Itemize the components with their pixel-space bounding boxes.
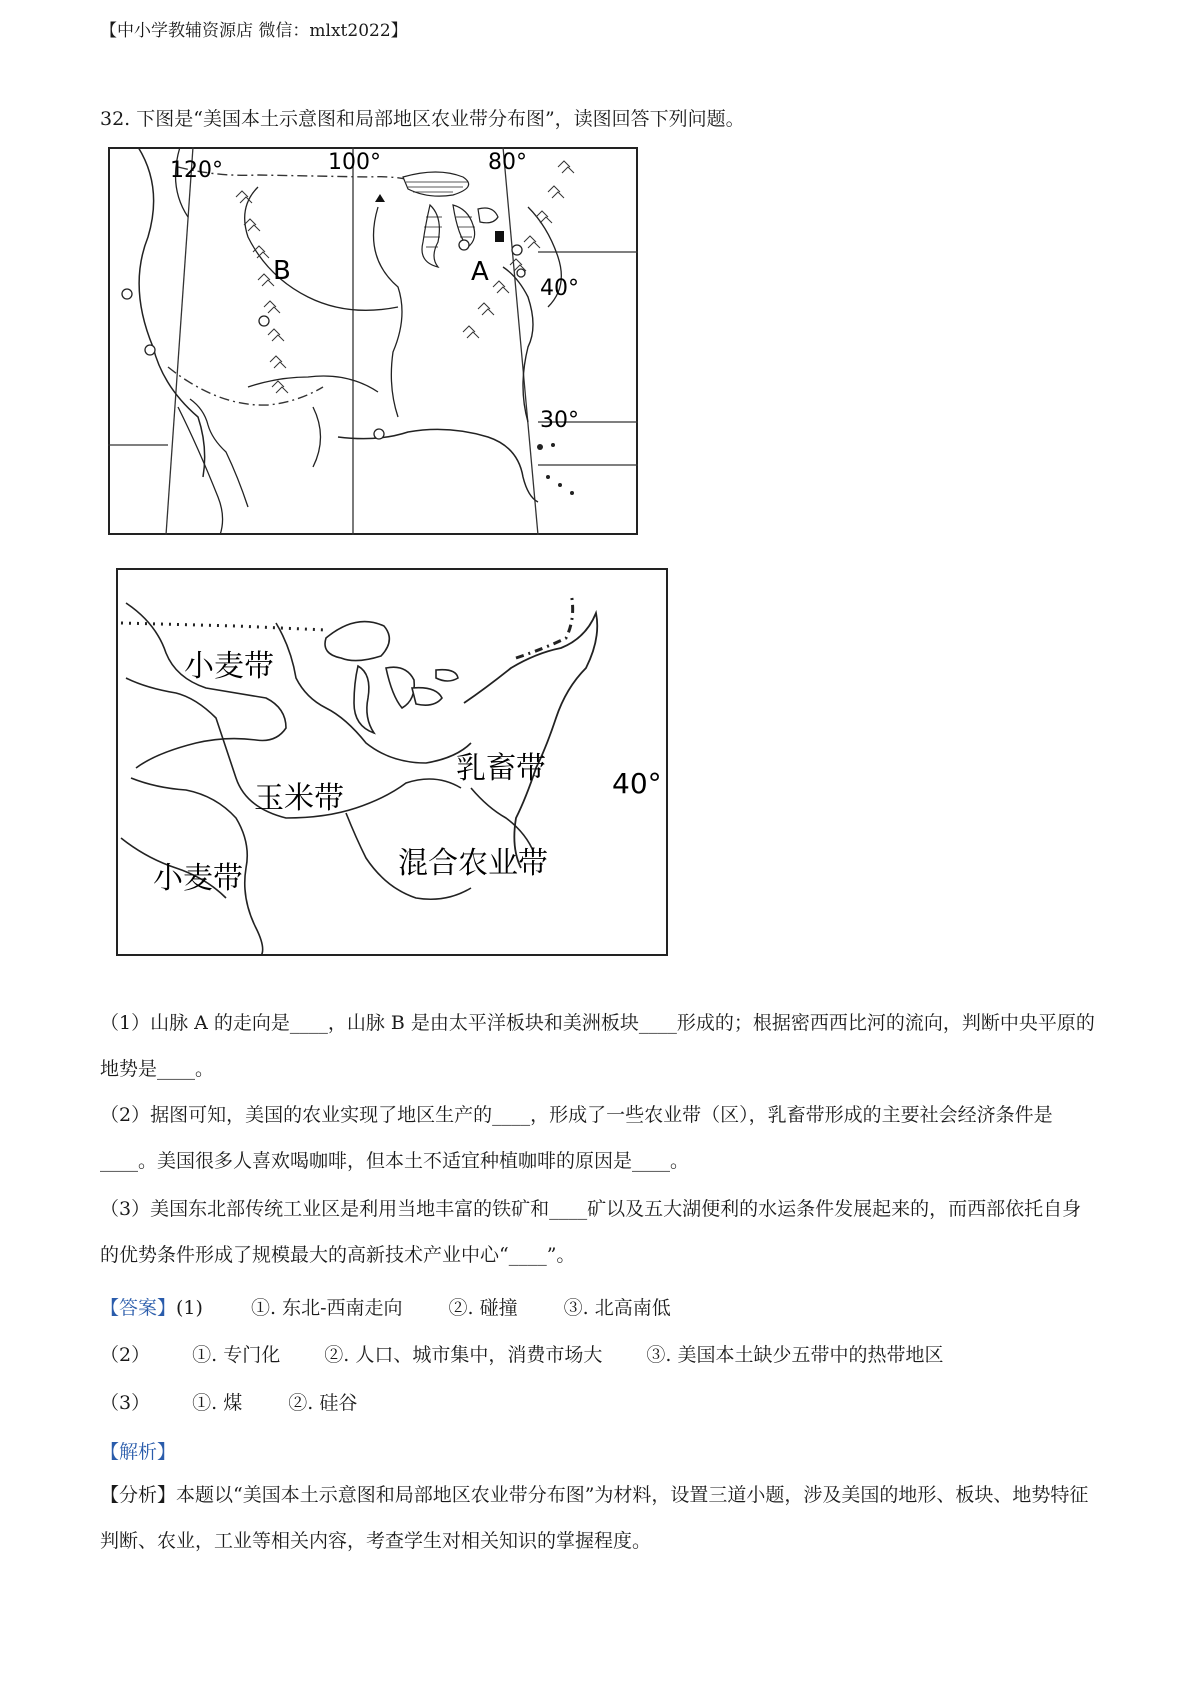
wheat-belt-south-label: 小麦带 [153,861,243,896]
answer-item: ②. 碰撞 [448,1297,518,1319]
answer-item: ②. 人口、城市集中，消费市场大 [324,1344,603,1366]
question-title: 32. 下图是“美国本土示意图和局部地区农业带分布图”，读图回答下列问题。 [100,108,745,130]
wheat-belt-north-label: 小麦带 [184,649,274,684]
subquestion-2: （2）据图可知，美国的农业实现了地区生产的____，形成了一些农业带（区），乳畜带形成的主要社会经济条件是____。美国很多人喜欢喝咖啡，但本土不适宜种植咖啡的原因是____。 [100,1104,1053,1172]
lon-120-label: 120° [170,158,223,183]
answer-item: ②. 硅谷 [288,1392,358,1414]
analysis-text: 【分析】本题以“美国本土示意图和局部地区农业带分布图”为材料，设置三道小题，涉及美国的地形、板块、地势特征判断、农业，工业等相关内容，考查学生对相关知识的掌握程度。 [100,1484,1089,1552]
answer-row-2 [100,1340,944,1367]
dairy-belt-label: 乳畜带 [456,751,546,786]
lat-40-label: 40° [540,276,579,301]
page-header: 【中小学教辅资源店 微信：mlxt2022】 [100,21,408,41]
corn-belt-label: 玉米带 [254,781,344,816]
us-mainland-map [108,147,638,535]
answer-num: (1) [176,1297,203,1319]
answer-row-3 [100,1388,357,1415]
answer-item: ③. 美国本土缺少五带中的热带地区 [646,1344,944,1366]
answer-item: ③. 北高南低 [563,1297,671,1319]
answer-item: ①. 煤 [192,1392,243,1414]
mountain-a-label: A [471,257,489,287]
analysis-label: 【解析】 [100,1441,177,1463]
answer-row-1 [100,1293,671,1320]
subquestion-3: （3）美国东北部传统工业区是利用当地丰富的铁矿和____矿以及五大湖便利的水运条件发展起来的，而西部依托自身的优势条件形成了规模最大的高新技术产业中心“____”。 [100,1198,1082,1266]
mountain-b-label: B [273,256,291,286]
lon-80-label: 80° [488,150,527,175]
agriculture-belt-map [116,568,668,956]
answer-num: （2） [100,1344,151,1366]
lat-30-label: 30° [540,408,579,433]
answer-item: ①. 专门化 [192,1344,281,1366]
mixed-farming-belt-label: 混合农业带 [398,846,548,881]
answer-item: ①. 东北-西南走向 [250,1297,403,1319]
answer-label: 【答案】 [100,1297,177,1319]
lat-40-label: 40° [612,767,662,800]
lon-100-label: 100° [328,150,381,175]
answer-num: （3） [100,1392,151,1414]
subquestion-1: （1）山脉 A 的走向是____，山脉 B 是由太平洋板块和美洲板块____形成的；根据密西西比河的流向，判断中央平原的地势是____。 [100,1012,1095,1080]
